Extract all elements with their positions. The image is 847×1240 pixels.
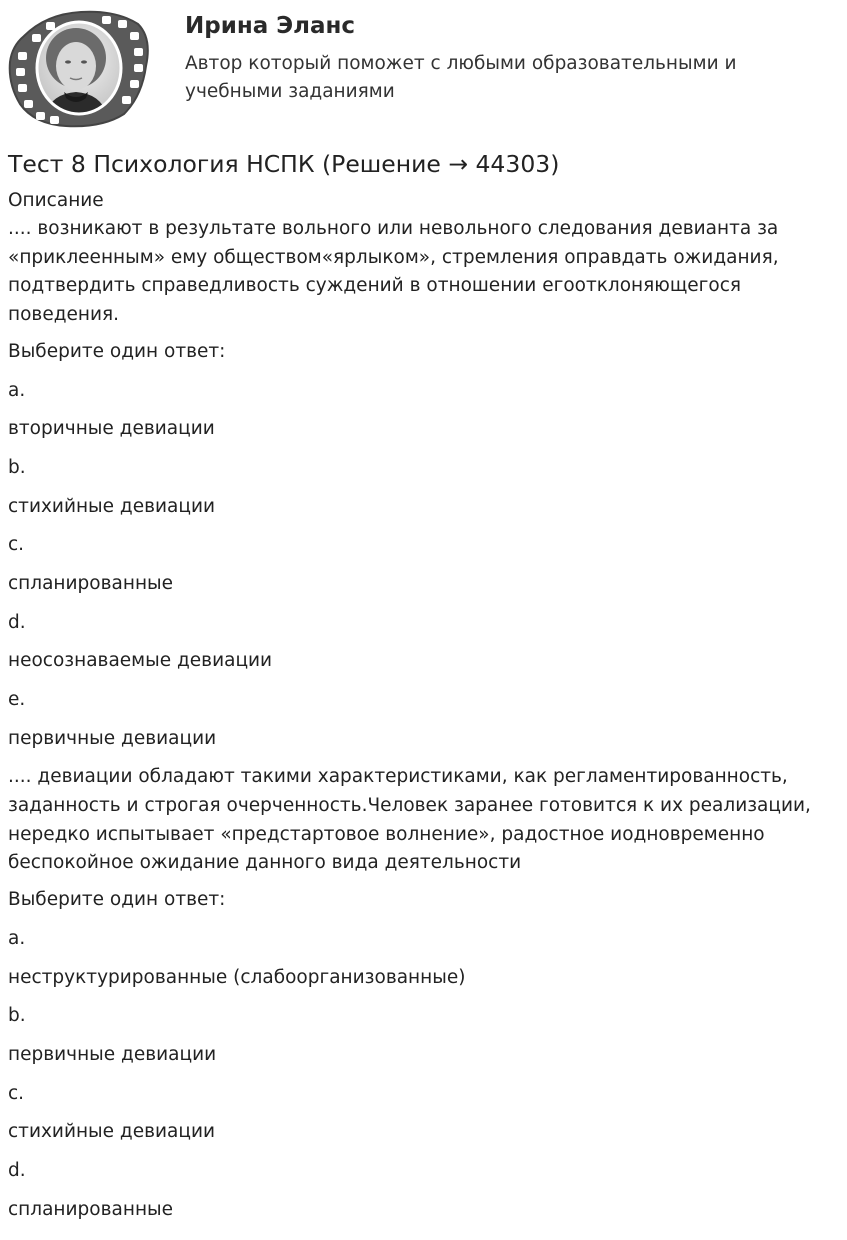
- option-letter: c.: [8, 1082, 25, 1104]
- option-text: первичные девиации: [8, 1043, 217, 1065]
- option-letter: e.: [8, 689, 26, 710]
- option-text: спланированные: [8, 1198, 174, 1220]
- option-letter: b.: [8, 1005, 26, 1027]
- author-header: [0, 0, 847, 140]
- option-letter: a.: [8, 379, 26, 401]
- option-text: первичные девиации: [8, 727, 217, 749]
- document-title: Тест 8 Психология НСПК (Решение → 44303): [8, 150, 560, 178]
- option-text: неструктурированные (слабоорганизованные): [8, 966, 466, 988]
- answer-options: [8, 925, 840, 1224]
- option-letter: b.: [8, 456, 26, 478]
- answer-options: [8, 377, 840, 753]
- option-letter: a.: [8, 927, 26, 949]
- question-text: .... возникают в результате вольного или невольного следования девианта за «приклеенным» ему обществом«ярлыком», стремления оправдать ожидания, подтвердить справедливость суждений в отношении егоотклоняющегося поведения.: [8, 218, 779, 326]
- answer-prompt: Выберите один ответ:: [8, 889, 226, 911]
- option-letter: d.: [8, 1160, 26, 1181]
- option-text: вторичные девиации: [8, 418, 215, 440]
- question-text: .... девиации обладают такими характеристиками, как регламентированность, заданность и строгая очерченность.Человек заранее готовится к их реализации, нередко испытывает «предстартовое волнение», радостное иодновременно беспокойное ожидание данного вида деятельности: [8, 766, 811, 874]
- author-description: Автор который поможет с любыми образовательными и учебными заданиями: [185, 53, 737, 102]
- option-letter: c.: [8, 534, 25, 556]
- answer-prompt: Выберите один ответ:: [8, 340, 226, 362]
- option-text: спланированные: [8, 572, 174, 594]
- option-text: стихийные девиации: [8, 495, 216, 517]
- document-body: [8, 187, 840, 1234]
- author-avatar: [6, 6, 152, 130]
- question-2: [8, 763, 840, 1223]
- option-text: стихийные девиации: [8, 1121, 216, 1143]
- option-text: неосознаваемые девиации: [8, 650, 273, 672]
- question-1: [8, 215, 840, 753]
- description-label: Описание: [8, 190, 104, 211]
- author-name: Ирина Эланс: [185, 13, 356, 39]
- option-letter: d.: [8, 611, 26, 633]
